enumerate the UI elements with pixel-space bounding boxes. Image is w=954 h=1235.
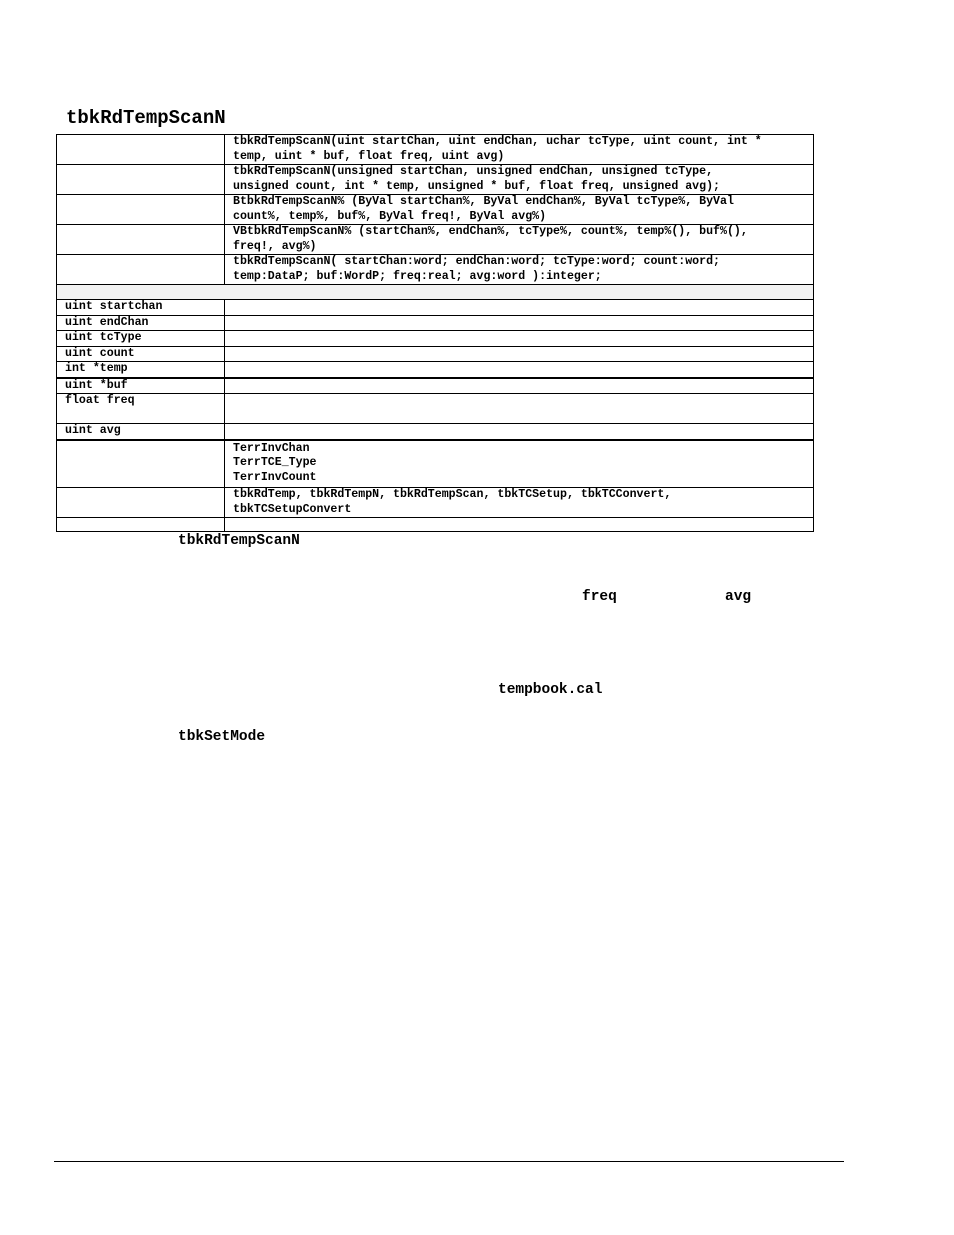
body-term-freq: freq: [582, 589, 617, 605]
prototype-cell: [225, 225, 814, 255]
errors-row: [57, 440, 814, 488]
parameter-row: [57, 362, 814, 378]
prototype-label-cell: [57, 195, 225, 225]
see-also-cell: [225, 488, 814, 518]
errors-label-cell: [57, 440, 225, 488]
prototype-line: tbkRdTempScanN( startChan:word; endChan:word; tcType:word; count:word;: [233, 255, 721, 268]
error-code: TerrInvCount: [233, 470, 317, 484]
prototype-row-cpp: [57, 165, 814, 195]
parameter-row: [57, 331, 814, 347]
prototype-row-c: [57, 135, 814, 165]
function-spec-table: [56, 134, 814, 532]
body-term-avg: avg: [725, 589, 752, 605]
prototype-line: temp:DataP; buf:WordP; freq:real; avg:word ):integer;: [233, 269, 602, 283]
parameter-description: [225, 315, 814, 331]
page-title: tbkRdTempScanN: [66, 107, 226, 129]
see-also-line: tbkTCSetupConvert: [233, 502, 352, 516]
errors-cell: [225, 440, 814, 488]
prototype-row-basic: [57, 195, 814, 225]
prototype-line: unsigned count, int * temp, unsigned * buf, float freq, unsigned avg);: [233, 179, 721, 193]
parameter-name: uint endChan: [57, 315, 225, 331]
parameter-description: [225, 394, 814, 424]
body-set-mode: tbkSetMode: [178, 729, 266, 745]
parameter-name: uint startchan: [57, 300, 225, 316]
program-reference-row: [57, 518, 814, 532]
parameter-row: [57, 346, 814, 362]
prototype-cell: [225, 255, 814, 285]
prototype-label-cell: [57, 165, 225, 195]
parameter-name: int *temp: [57, 362, 225, 378]
error-code: TerrInvChan: [233, 441, 310, 455]
prototype-label-cell: [57, 225, 225, 255]
prototype-line: temp, uint * buf, float freq, uint avg): [233, 149, 505, 163]
parameter-row: [57, 315, 814, 331]
program-reference-cell: [225, 518, 814, 532]
see-also-label-cell: [57, 488, 225, 518]
parameter-description: [225, 424, 814, 440]
parameter-name: uint avg: [57, 424, 225, 440]
parameter-description: [225, 378, 814, 394]
parameter-description: [225, 300, 814, 316]
parameter-name: float freq: [57, 394, 225, 424]
prototype-line: tbkRdTempScanN(uint startChan, uint endChan, uchar tcType, uint count, int *: [233, 135, 762, 148]
prototype-line: tbkRdTempScanN(unsigned startChan, unsigned endChan, unsigned tcType,: [233, 165, 714, 178]
parameters-header-cell: [57, 285, 814, 300]
parameter-description: [225, 331, 814, 347]
parameter-row: [57, 378, 814, 394]
see-also-row: [57, 488, 814, 518]
parameter-row: [57, 394, 814, 424]
prototype-line: VBtbkRdTempScanN% (startChan%, endChan%, tcType%, count%, temp%(), buf%(),: [233, 225, 748, 238]
body-cal-file: tempbook.cal: [498, 682, 603, 698]
prototype-row-pascal: [57, 255, 814, 285]
parameter-name: uint tcType: [57, 331, 225, 347]
prototype-cell: [225, 135, 814, 165]
parameters-header-row: [57, 285, 814, 300]
prototype-label-cell: [57, 255, 225, 285]
prototype-row-vb: [57, 225, 814, 255]
prototype-line: count%, temp%, buf%, ByVal freq!, ByVal avg%): [233, 209, 547, 223]
prototype-label-cell: [57, 135, 225, 165]
parameter-description: [225, 362, 814, 378]
body-function-ref: tbkRdTempScanN: [178, 533, 300, 549]
parameter-row: [57, 300, 814, 316]
footer-rule: [54, 1161, 844, 1162]
parameter-name: uint count: [57, 346, 225, 362]
parameter-row: [57, 424, 814, 440]
error-code: TerrTCE_Type: [233, 456, 317, 469]
prototype-line: BtbkRdTempScanN% (ByVal startChan%, ByVal endChan%, ByVal tcType%, ByVal: [233, 195, 734, 208]
parameter-name: uint *buf: [57, 378, 225, 394]
prototype-cell: [225, 195, 814, 225]
prototype-line: freq!, avg%): [233, 239, 317, 253]
see-also-line: tbkRdTemp, tbkRdTempN, tbkRdTempScan, tbkTCSetup, tbkTCConvert,: [233, 488, 672, 501]
prototype-cell: [225, 165, 814, 195]
parameter-description: [225, 346, 814, 362]
program-reference-label-cell: [57, 518, 225, 532]
